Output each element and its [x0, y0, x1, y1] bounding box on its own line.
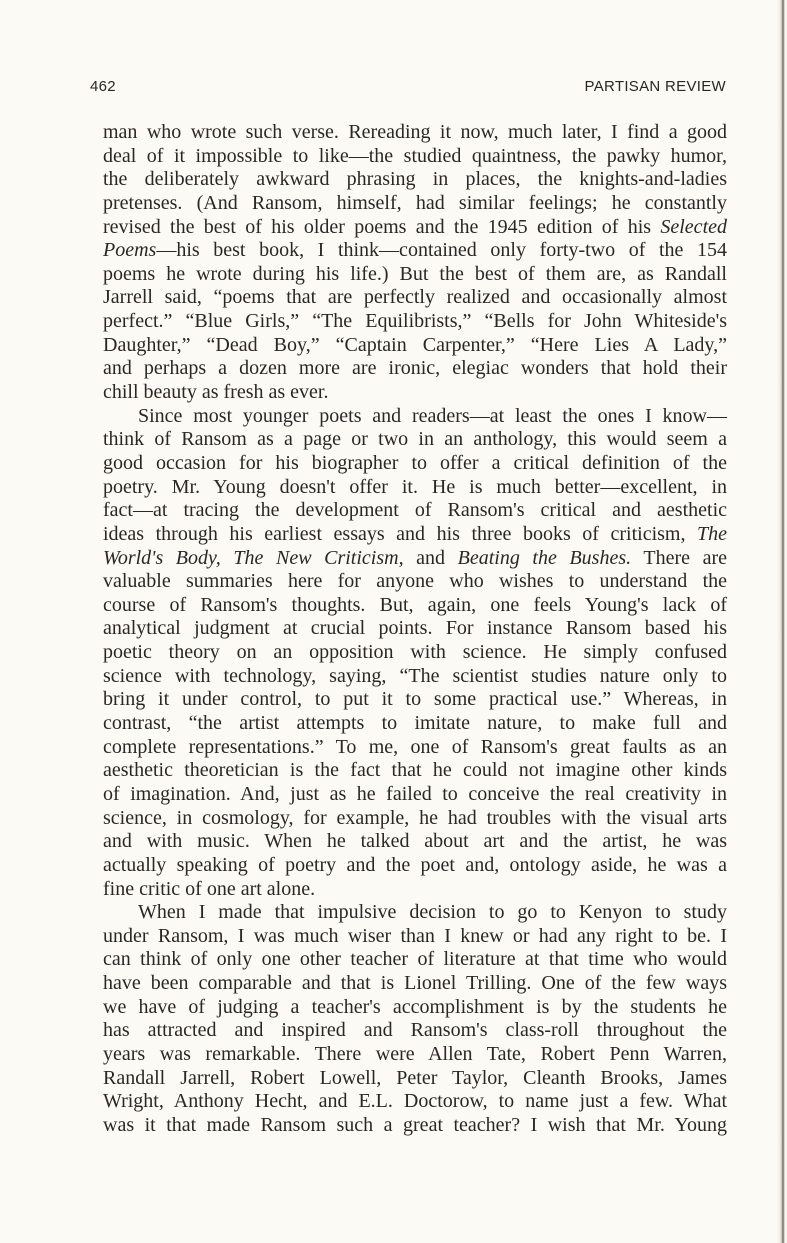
text-line — [103, 286, 727, 310]
text-segment: science with technology, saying, “The scientist studies nature only to — [103, 664, 727, 687]
text-line — [103, 523, 727, 547]
text-segment: perfect.” “Blue Girls,” “The Equilibrists,” “Bells for John Whiteside's — [103, 310, 727, 333]
text-segment: Wright, Anthony Hecht, and E.L. Doctorow, to name just a few. What — [103, 1090, 727, 1113]
text-line — [103, 594, 727, 618]
text-segment: aesthetic theoretician is the fact that he could not imagine other kinds — [103, 759, 727, 782]
italic-title: World's Body, The New Criticism, — [103, 546, 404, 569]
text-line — [103, 1067, 727, 1091]
text-line — [103, 405, 727, 429]
text-line — [103, 948, 727, 972]
text-line — [103, 736, 727, 760]
text-segment: good occasion for his biographer to offer a critical definition of the — [103, 451, 727, 474]
text-segment: course of Ransom's thoughts. But, again, one feels Young's lack of — [103, 593, 727, 616]
text-segment: pretenses. (And Ransom, himself, had similar feelings; he constantly — [103, 191, 727, 214]
text-line — [103, 759, 727, 783]
text-line — [103, 192, 727, 216]
text-segment: poems he wrote during his life.) But the best of them are, as Randall — [103, 262, 727, 285]
text-segment: man who wrote such verse. Rereading it now, much later, I find a good — [103, 121, 727, 143]
text-line — [103, 334, 727, 358]
text-line — [103, 310, 727, 334]
text-segment: have been comparable and that is Lionel Trilling. One of the few ways — [103, 972, 727, 995]
text-segment: analytical judgment at crucial points. For instance Ransom based his — [103, 617, 727, 640]
text-segment: under Ransom, I was much wiser than I knew or had any right to be. I — [103, 924, 727, 947]
italic-title: Poems — [103, 239, 157, 262]
text-line — [103, 830, 727, 854]
italic-title: Beating the Bushes. — [457, 546, 632, 569]
text-line — [103, 641, 727, 665]
text-line — [103, 1114, 727, 1138]
text-segment: can think of only one other teacher of literature at that time who would — [103, 948, 727, 971]
text-segment: fine critic of one art alone. — [103, 877, 316, 900]
page-number: 462 — [90, 78, 116, 95]
text-line — [103, 570, 727, 594]
text-line — [103, 783, 727, 807]
body-text — [103, 121, 727, 1138]
text-line — [103, 239, 727, 263]
text-segment: deal of it impossible to like—the studied quaintness, the pawky humor, — [103, 144, 727, 167]
text-line — [103, 121, 727, 145]
text-segment: ideas through his earliest essays and his three books of criticism, — [103, 522, 697, 545]
italic-title: Selected — [660, 215, 727, 238]
text-segment: poetry. Mr. Young doesn't offer it. He is much better—excellent, in — [103, 475, 727, 498]
text-segment: years was remarkable. There were Allen Tate, Robert Penn Warren, — [103, 1042, 727, 1065]
text-line — [103, 925, 727, 949]
paragraph — [103, 121, 727, 405]
text-line — [103, 145, 727, 169]
text-line — [103, 263, 727, 287]
text-segment: complete representations.” To me, one of Ransom's great faults as an — [103, 735, 727, 758]
text-line — [103, 357, 727, 381]
text-segment: There are — [631, 546, 727, 569]
text-segment: Daughter,” “Dead Boy,” “Captain Carpenter,” “Here Lies A Lady,” — [103, 333, 727, 356]
text-segment: and — [403, 546, 458, 569]
running-head: PARTISAN REVIEW — [584, 78, 726, 95]
text-line — [103, 428, 727, 452]
text-line — [103, 1019, 727, 1043]
text-line — [103, 547, 727, 571]
text-segment: think of Ransom as a page or two in an anthology, this would seem a — [103, 428, 727, 451]
text-line — [103, 854, 727, 878]
text-line — [103, 878, 727, 902]
text-line — [103, 901, 727, 925]
paragraph — [103, 901, 727, 1137]
text-line — [103, 617, 727, 641]
text-line — [103, 216, 727, 240]
text-segment: fact—at tracing the development of Ransom's critical and aesthetic — [103, 499, 727, 522]
page-edge — [777, 0, 787, 1243]
text-line — [103, 1043, 727, 1067]
text-segment: bring it under control, to put it to some practical use.” Whereas, in — [103, 688, 727, 711]
text-segment: chill beauty as fresh as ever. — [103, 381, 329, 404]
text-segment: and perhaps a dozen more are ironic, elegiac wonders that hold their — [103, 357, 727, 380]
text-line — [103, 499, 727, 523]
text-segment: revised the best of his older poems and the 1945 edition of his — [103, 215, 661, 238]
text-line — [103, 972, 727, 996]
text-segment: Randall Jarrell, Robert Lowell, Peter Taylor, Cleanth Brooks, James — [103, 1066, 727, 1089]
text-segment: Jarrell said, “poems that are perfectly realized and occasionally almost — [103, 286, 727, 309]
text-segment: valuable summaries here for anyone who wishes to understand the — [103, 570, 727, 593]
text-line — [103, 688, 727, 712]
text-line — [103, 712, 727, 736]
text-line — [103, 168, 727, 192]
text-line — [103, 1090, 727, 1114]
text-line — [103, 452, 727, 476]
text-segment: actually speaking of poetry and the poet and, ontology aside, he was a — [103, 853, 727, 876]
text-segment: science, in cosmology, for example, he had troubles with the visual arts — [103, 806, 727, 829]
text-line — [103, 807, 727, 831]
paragraph — [103, 405, 727, 901]
text-line — [103, 665, 727, 689]
text-segment: poetic theory on an opposition with science. He simply confused — [103, 641, 727, 664]
text-segment: Since most younger poets and readers—at least the ones I know— — [138, 404, 727, 427]
italic-title: The — [697, 522, 727, 545]
text-line — [103, 996, 727, 1020]
text-segment: When I made that impulsive decision to go to Kenyon to study — [138, 901, 727, 924]
text-line — [103, 476, 727, 500]
text-segment: has attracted and inspired and Ransom's class-roll throughout the — [103, 1019, 727, 1042]
text-segment: and with music. When he talked about art and the artist, he was — [103, 830, 727, 853]
text-segment: contrast, “the artist attempts to imitate nature, to make full and — [103, 712, 727, 735]
text-segment: we have of judging a teacher's accomplishment is by the students he — [103, 995, 727, 1018]
text-segment: —his best book, I think—contained only forty-two of the 154 — [156, 239, 727, 262]
text-segment: was it that made Ransom such a great teacher? I wish that Mr. Young — [103, 1113, 727, 1136]
text-segment: the deliberately awkward phrasing in places, the knights-and-ladies — [103, 168, 727, 191]
text-segment: of imagination. And, just as he failed to conceive the real creativity in — [103, 782, 727, 805]
text-line — [103, 381, 727, 405]
